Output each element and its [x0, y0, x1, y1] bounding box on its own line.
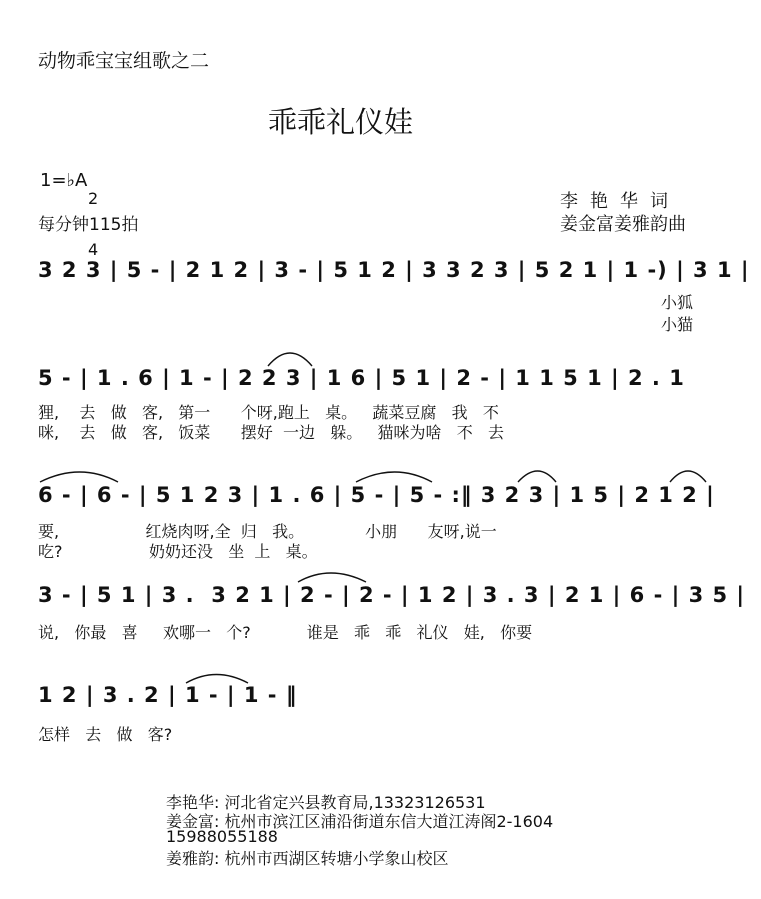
song-title: 乖乖礼仪娃 — [268, 105, 414, 139]
contact-line-1: 李艳华: 河北省定兴县教育局,13323126531 — [166, 793, 486, 812]
lyric-line-3b: 吃? 奶奶还没 坐 上 桌。 — [38, 542, 318, 561]
lyric-line-1b: 小猫 — [661, 315, 694, 334]
lyric-line-1a: 小狐 — [661, 293, 694, 312]
notation-line-4: 3 - | 5 1 | 3 . 3 2 1 | 2 - | 2 - | 1 2 | 3 . 3 | 2 1 | 6 - | 3 5 | — [38, 583, 746, 607]
tempo-marking: 每分钟115拍 — [38, 215, 139, 235]
contact-line-2: 姜金富: 杭州市滨江区浦沿街道东信大道江涛阁2-1604 — [166, 812, 554, 831]
slur-tie — [186, 675, 248, 684]
series-title: 动物乖宝宝组歌之二 — [38, 50, 210, 72]
notation-line-3: 6 - | 6 - | 5 1 2 3 | 1 . 6 | 5 - | 5 - :‖ 3 2 3 | 1 5 | 2 1 2 | — [38, 483, 715, 507]
contact-line-3: 15988055188 — [166, 827, 278, 846]
lyricist-credit: 李艳华词 — [560, 191, 680, 212]
notation-line-2: 5 - | 1 . 6 | 1 - | 2 2 3 | 1 6 | 5 1 | 2 - | 1 1 5 1 | 2 . 1 — [38, 366, 685, 390]
notation-line-1: 3 2 3 | 5 - | 2 1 2 | 3 - | 5 1 2 | 3 3 2 3 | 5 2 1 | 1 -) | 3 1 | — [38, 258, 750, 282]
slur-tie — [268, 353, 312, 366]
contact-line-4: 姜雅韵: 杭州市西湖区转塘小学象山校区 — [166, 849, 449, 868]
slur-tie — [518, 471, 556, 482]
slur-tie — [670, 471, 706, 482]
composer-credit: 姜金富姜雅韵曲 — [560, 214, 686, 235]
slur-tie — [298, 573, 366, 582]
key-signature: 1=♭A — [40, 170, 88, 191]
notation-line-5: 1 2 | 3 . 2 | 1 - | 1 - ‖ — [38, 683, 298, 707]
lyric-line-2b: 咪, 去 做 客, 饭菜 摆好 一边 躲。 猫咪为啥 不 去 — [38, 423, 505, 442]
time-signature-bottom: 4 — [88, 240, 99, 259]
time-signature-top: 2 — [88, 189, 99, 208]
slur-tie — [40, 472, 118, 482]
slur-tie — [356, 472, 432, 482]
lyric-line-3a: 要, 红烧肉呀,全 归 我。 小朋 友呀,说一 — [38, 522, 497, 541]
lyric-line-2a: 狸, 去 做 客, 第一 个呀,跑上 桌。 蔬菜豆腐 我 不 — [38, 403, 499, 422]
lyric-line-4: 说, 你最 喜 欢哪一 个? 谁是 乖 乖 礼仪 娃, 你要 — [38, 623, 533, 642]
lyric-line-5: 怎样 去 做 客? — [38, 725, 173, 744]
